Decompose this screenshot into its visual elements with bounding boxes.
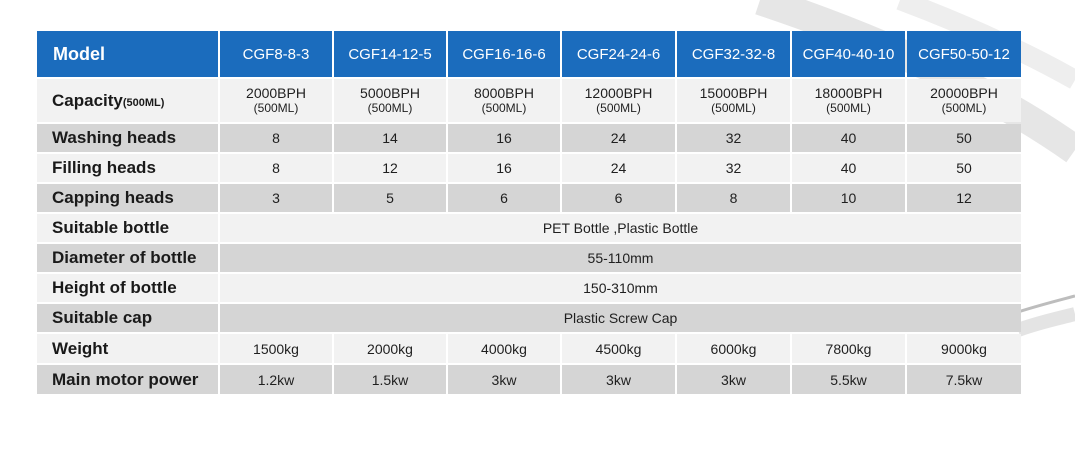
washing-heads-cell: 14 bbox=[334, 124, 446, 152]
model-header-cell: CGF16-16-6 bbox=[448, 31, 560, 77]
main-motor-power-cell: 3kw bbox=[562, 365, 675, 394]
capping-heads-cell: 6 bbox=[562, 184, 675, 212]
model-header-cell: CGF50-50-12 bbox=[907, 31, 1021, 77]
washing-heads-cell: 40 bbox=[792, 124, 905, 152]
weight-cell: 9000kg bbox=[907, 334, 1021, 363]
weight-cell: 6000kg bbox=[677, 334, 790, 363]
diameter-of-bottle-label: Diameter of bottle bbox=[37, 244, 218, 272]
suitable-cap-label: Suitable cap bbox=[37, 304, 218, 332]
washing-heads-cell: 16 bbox=[448, 124, 560, 152]
model-header-cell: CGF32-32-8 bbox=[677, 31, 790, 77]
weight-label: Weight bbox=[37, 334, 218, 363]
main-motor-power-cell: 3kw bbox=[677, 365, 790, 394]
capping-heads-cell: 12 bbox=[907, 184, 1021, 212]
main-motor-power-label: Main motor power bbox=[37, 365, 218, 394]
capacity-unit: (500ML) bbox=[941, 101, 987, 115]
weight-cell: 1500kg bbox=[220, 334, 332, 363]
main-motor-power-cell: 7.5kw bbox=[907, 365, 1021, 394]
main-motor-power-row bbox=[37, 365, 1021, 394]
capacity-value: 8000BPH bbox=[474, 85, 534, 101]
capacity-unit: (500ML) bbox=[711, 101, 756, 115]
weight-cell: 4000kg bbox=[448, 334, 560, 363]
suitable-cap-row bbox=[37, 304, 1021, 332]
capacity-value: 18000BPH bbox=[814, 85, 883, 101]
suitable-bottle-label: Suitable bottle bbox=[37, 214, 218, 242]
specification-table bbox=[35, 29, 1023, 396]
weight-cell: 4500kg bbox=[562, 334, 675, 363]
capacity-value: 5000BPH bbox=[360, 85, 420, 101]
washing-heads-cell: 32 bbox=[677, 124, 790, 152]
washing-heads-row bbox=[37, 124, 1021, 152]
capacity-value: 12000BPH bbox=[584, 85, 653, 101]
capacity-unit: (500ML) bbox=[481, 101, 527, 115]
height-of-bottle-value: 150-310mm bbox=[220, 274, 1021, 302]
capacity-value: 2000BPH bbox=[246, 85, 306, 101]
filling-heads-cell: 8 bbox=[220, 154, 332, 182]
model-header-cell: CGF8-8-3 bbox=[220, 31, 332, 77]
capacity-cell bbox=[334, 79, 446, 122]
filling-heads-cell: 50 bbox=[907, 154, 1021, 182]
suitable-bottle-value: PET Bottle ,Plastic Bottle bbox=[220, 214, 1021, 242]
capacity-cell bbox=[907, 79, 1021, 122]
weight-cell: 2000kg bbox=[334, 334, 446, 363]
capping-heads-cell: 5 bbox=[334, 184, 446, 212]
filling-heads-row bbox=[37, 154, 1021, 182]
capacity-cell bbox=[677, 79, 790, 122]
washing-heads-cell: 50 bbox=[907, 124, 1021, 152]
diameter-of-bottle-value: 55-110mm bbox=[220, 244, 1021, 272]
filling-heads-cell: 16 bbox=[448, 154, 560, 182]
capacity-value: 20000BPH bbox=[930, 85, 998, 101]
filling-heads-cell: 24 bbox=[562, 154, 675, 182]
filling-heads-cell: 12 bbox=[334, 154, 446, 182]
capacity-unit: (500ML) bbox=[253, 101, 299, 115]
capacity-cell bbox=[792, 79, 905, 122]
capacity-label-text: Capacity bbox=[52, 90, 123, 110]
weight-cell: 7800kg bbox=[792, 334, 905, 363]
capping-heads-cell: 3 bbox=[220, 184, 332, 212]
weight-row bbox=[37, 334, 1021, 363]
filling-heads-cell: 40 bbox=[792, 154, 905, 182]
capping-heads-cell: 6 bbox=[448, 184, 560, 212]
capacity-unit: (500ML) bbox=[596, 101, 641, 115]
height-of-bottle-label: Height of bottle bbox=[37, 274, 218, 302]
washing-heads-cell: 24 bbox=[562, 124, 675, 152]
table-header-row bbox=[37, 31, 1021, 77]
capacity-cell bbox=[448, 79, 560, 122]
capping-heads-cell: 8 bbox=[677, 184, 790, 212]
washing-heads-label: Washing heads bbox=[37, 124, 218, 152]
capacity-unit: (500ML) bbox=[826, 101, 871, 115]
capping-heads-cell: 10 bbox=[792, 184, 905, 212]
filling-heads-cell: 32 bbox=[677, 154, 790, 182]
capacity-label-unit: (500ML) bbox=[122, 96, 165, 109]
model-header-label: Model bbox=[37, 31, 218, 77]
model-header-cell: CGF40-40-10 bbox=[792, 31, 905, 77]
suitable-cap-value: Plastic Screw Cap bbox=[220, 304, 1021, 332]
capping-heads-row bbox=[37, 184, 1021, 212]
main-motor-power-cell: 5.5kw bbox=[792, 365, 905, 394]
filling-heads-label: Filling heads bbox=[37, 154, 218, 182]
capacity-value: 15000BPH bbox=[699, 85, 768, 101]
capacity-unit: (500ML) bbox=[367, 101, 413, 115]
suitable-bottle-row bbox=[37, 214, 1021, 242]
washing-heads-cell: 8 bbox=[220, 124, 332, 152]
capacity-cell bbox=[562, 79, 675, 122]
main-motor-power-cell: 1.2kw bbox=[220, 365, 332, 394]
main-motor-power-cell: 3kw bbox=[448, 365, 560, 394]
diameter-of-bottle-row bbox=[37, 244, 1021, 272]
capping-heads-label: Capping heads bbox=[37, 184, 218, 212]
capacity-row bbox=[37, 79, 1021, 122]
height-of-bottle-row bbox=[37, 274, 1021, 302]
capacity-cell bbox=[220, 79, 332, 122]
capacity-label bbox=[37, 79, 218, 122]
model-header-cell: CGF14-12-5 bbox=[334, 31, 446, 77]
main-motor-power-cell: 1.5kw bbox=[334, 365, 446, 394]
model-header-cell: CGF24-24-6 bbox=[562, 31, 675, 77]
